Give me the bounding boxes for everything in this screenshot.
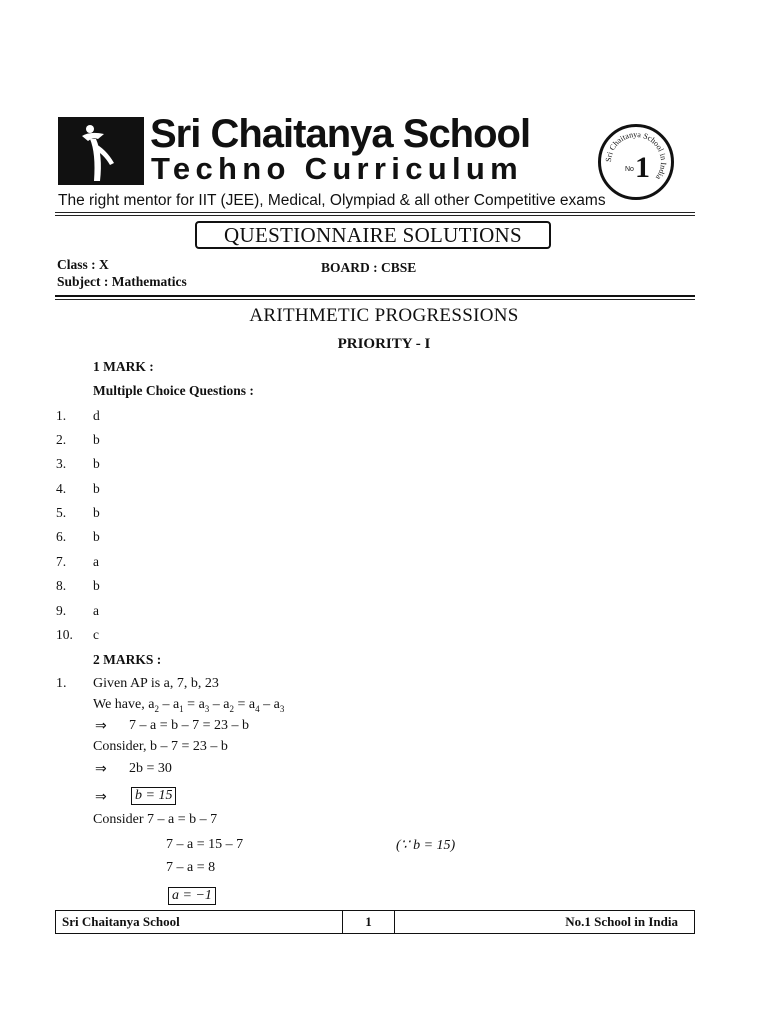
answer-value: b [93, 529, 100, 544]
answer-number: 7. [56, 554, 67, 569]
tagline: The right mentor for IIT (JEE), Medical, Olympiad & all other Competitive exams [58, 192, 606, 209]
seal-text: Sri Chaitanya School in India [603, 129, 669, 182]
answer-number: 2. [56, 432, 67, 447]
board-label: BOARD : CBSE [321, 260, 417, 275]
priority-label: PRIORITY - I [337, 336, 431, 352]
boxed-result-a: a = −1 [168, 887, 216, 905]
answer-number: 5. [56, 505, 67, 520]
footer-school-name: Sri Chaitanya School [56, 911, 343, 933]
boxed-result-b: b = 15 [131, 787, 176, 805]
answer-number: 10. [56, 627, 73, 642]
school-logo [58, 117, 144, 185]
step-1: 7 – a = b – 7 = 23 – b [129, 718, 250, 733]
answer-value: b [93, 578, 100, 593]
section-heading-1mark: 1 MARK : [93, 359, 154, 374]
subject-label: Subject : Mathematics [57, 274, 187, 289]
answer-value: d [93, 408, 100, 423]
mcq-heading: Multiple Choice Questions : [93, 383, 254, 398]
page-number: 1 [343, 911, 395, 933]
seal-icon [601, 127, 671, 197]
given-line: Given AP is a, 7, b, 23 [93, 676, 219, 691]
we-have-line: We have, $a_2 - a_1 = a_3 - a_2 = a_4 - a_3$ [93, 697, 285, 714]
chapter-title: ARITHMETIC PROGRESSIONS [249, 305, 519, 326]
answer-number: 3. [56, 456, 67, 471]
header-divider [55, 212, 695, 213]
answer-number: 6. [56, 529, 67, 544]
question-number: 1. [56, 676, 67, 691]
implies-symbol: ⇒ [95, 790, 107, 805]
because-note: (∵ b = 15) [396, 838, 456, 853]
answer-value: b [93, 505, 100, 520]
consider-line-1: Consider, b – 7 = 23 – b [93, 739, 228, 754]
runner-icon [60, 119, 142, 183]
answer-number: 4. [56, 481, 67, 496]
answer-value: b [93, 456, 100, 471]
section-heading-2marks: 2 MARKS : [93, 652, 162, 667]
answer-value: a [93, 603, 99, 618]
seal-no: No [625, 166, 634, 173]
brand-subtitle: Techno Curriculum [151, 151, 523, 186]
answer-value: b [93, 481, 100, 496]
implies-symbol: ⇒ [95, 762, 107, 777]
seal-number: 1 [635, 151, 650, 184]
brand-name: Sri Chaitanya School [150, 112, 531, 156]
answer-number: 9. [56, 603, 67, 618]
class-label: Class : X [57, 257, 109, 272]
step-4: 7 – a = 8 [166, 860, 216, 875]
answer-number: 1. [56, 408, 67, 423]
answer-value: b [93, 432, 100, 447]
answer-value: a [93, 554, 99, 569]
school-seal [598, 124, 674, 200]
header-divider-2 [55, 215, 695, 216]
document-banner: QUESTIONNAIRE SOLUTIONS [195, 221, 551, 249]
answer-value: c [93, 627, 99, 642]
step-2: 2b = 30 [129, 761, 172, 776]
section-divider [55, 295, 695, 297]
we-have-prefix: We have, a [93, 697, 155, 712]
answer-number: 8. [56, 578, 67, 593]
page-footer [55, 910, 695, 934]
implies-symbol: ⇒ [95, 719, 107, 734]
step-3: 7 – a = 15 – 7 [166, 837, 244, 852]
section-divider-2 [55, 299, 695, 300]
consider-line-2: Consider 7 – a = b – 7 [93, 812, 218, 827]
footer-slogan: No.1 School in India [565, 914, 678, 929]
